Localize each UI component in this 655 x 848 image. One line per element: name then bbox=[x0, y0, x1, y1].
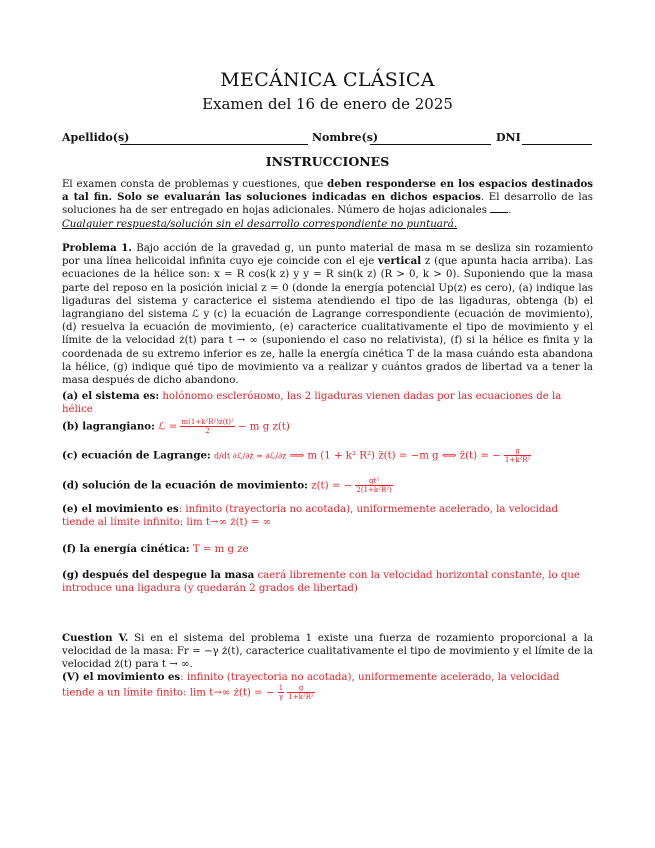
instructions-text: El examen consta de problemas y cuestiones, que deben responderse en los espacios destinados a tal fin. Solo se evaluarán las soluciones indicadas en dichos espacios. El desarrollo de las soluciones ha de ser entregado en hojas adicionales. Número de hojas adicionales . Cualquier respuesta/solución sin el desarrollo correspondiente no puntuará. bbox=[62, 178, 593, 230]
instr-p1-bold: deben responderse en los espacios destinados a tal fin. Solo se evaluarán las soluciones indicadas en dichos espacios bbox=[62, 178, 593, 204]
exam-title: MECÁNICA CLÁSICA bbox=[220, 69, 435, 91]
answer-g-text: caerá libremente con la velocidad horizontal constante, lo que introduce una ligadura (y quedarán 2 grados de libertad) bbox=[62, 570, 580, 595]
answer-g bbox=[62, 569, 593, 595]
apellidos-label: Apellido(s) bbox=[62, 131, 130, 144]
answer-f-text: T = m g ze bbox=[192, 544, 249, 555]
question5-label: Cuestion V. bbox=[62, 632, 129, 644]
answer-b-lhs: ℒ = bbox=[158, 421, 178, 433]
answer-d-num: gt² bbox=[355, 477, 392, 486]
answer-c-den: 1+k²R² bbox=[504, 456, 531, 464]
answer-v-frac2 bbox=[287, 684, 314, 701]
answer-c-frac bbox=[504, 447, 531, 464]
nombre-label: Nombre(s) bbox=[312, 131, 379, 144]
answer-e-text: : infinito (trayectoria no acotada), uniformemente acelerado, la velocidad tiende al límite infinito: lim t→∞ ż(t) = ∞ bbox=[62, 504, 558, 529]
problem1-text-b: z (que apunta hacia arriba). Las ecuaciones de la hélice son: x = R cos(k z) y y = R sin(k z) (R > 0, k > 0). Suponiendo que la masa parte del reposo en la posición inicial z = 0 (donde la energía potencial Up(z) es cero), (a) indique las ligaduras del sistema y caracterice el sistema atendiendo el tipo de las ligaduras, obtenga (b) el lagrangiano del sistema ℒ y (c) la ecuación de Lagrange correspondiente (ecuación de movimiento), (d) resuelva la ecuación de movimiento, (e) caracterice cualitativamente el tipo de movimiento y el límite de la velocidad ż(t) para t → ∞ (suponiendo el caso no relativista), (f) si la hélice es finita y la coordenada de su extremo inferior es ze, halle la energía cinética T de la masa cuándo esta abandona la hélice, (g) indique qué tipo de movimiento va a realizar y cuántos grados de libertad va a tener la masa después de dicho abandono. bbox=[62, 256, 593, 387]
answer-b-rest: − m g z(t) bbox=[238, 421, 290, 433]
answer-d-den: 2(1+k²R²) bbox=[356, 486, 392, 494]
answer-c-text: ⟹ m (1 + k² R²) z̈(t) = −m g ⟺ z̈(t) = − bbox=[289, 450, 501, 462]
question5-text bbox=[62, 632, 593, 672]
answer-v-den2: 1+k²R² bbox=[288, 693, 314, 702]
answer-a-text: holónomo escleróномо, las 2 ligaduras vienen dadas por las ecuaciones de la hélice bbox=[62, 391, 562, 416]
answer-v-num1: 1 bbox=[278, 684, 284, 693]
answer-v-text: : infinito (trayectoria no acotada), uniformemente acelerado, la velocidad tiende a un límite finito: lim t→∞ ż(t) = − bbox=[62, 672, 560, 699]
answer-d-frac bbox=[355, 477, 392, 494]
answer-c bbox=[62, 447, 593, 464]
apellidos-field[interactable] bbox=[120, 144, 308, 145]
answer-c-label: (c) ecuación de Lagrange: bbox=[62, 449, 211, 462]
nombre-field[interactable] bbox=[370, 144, 491, 145]
instr-p2: . El desarrollo de las soluciones ha de ser entregado en hojas adicionales. Número de hojas adicionales bbox=[62, 192, 593, 217]
problem1-text-a: Bajo acción de la gravedad g, un punto material de masa m se desliza sin rozamiento por una línea helicoidal infinita cuyo eje coincide con el eje bbox=[62, 243, 593, 268]
instructions-heading: INSTRUCCIONES bbox=[265, 154, 390, 169]
answer-v-frac1 bbox=[278, 684, 284, 701]
answer-d-label: (d) solución de la ecuación de movimiento: bbox=[62, 479, 308, 492]
answer-v-den1: γ bbox=[278, 693, 284, 702]
instr-p1: El examen consta de problemas y cuestiones, que bbox=[62, 179, 324, 190]
exam-subtitle: Examen del 16 de enero de 2025 bbox=[202, 95, 453, 113]
answer-b-frac bbox=[180, 418, 234, 435]
answer-v bbox=[62, 671, 593, 701]
answer-e-label: (e) el movimiento es bbox=[62, 503, 179, 515]
answer-v-num2: g bbox=[287, 684, 314, 693]
answer-f bbox=[62, 543, 593, 556]
answer-f-label: (f) la energía cinética: bbox=[62, 543, 190, 555]
answer-b-den: 2 bbox=[205, 427, 210, 435]
answer-d-text: z(t) = − bbox=[311, 480, 353, 492]
dni-label: DNI bbox=[496, 131, 521, 144]
question5-body: Si en el sistema del problema 1 existe una fuerza de rozamiento proporcional a la velocidad de la masa: Fr = −γ ż(t), caracterice cualitativamente el tipo de movimiento y el límite de la velocidad ż(t) para t → ∞. bbox=[62, 633, 593, 671]
answer-b-num: m(1+k²R²)ż(t)² bbox=[181, 418, 234, 426]
answer-c-num: g bbox=[504, 447, 531, 456]
answer-b bbox=[62, 418, 593, 435]
answer-d bbox=[62, 477, 593, 494]
problem1-label: Problema 1. bbox=[62, 242, 132, 254]
instr-p3: Cualquier respuesta/solución sin el desarrollo correspondiente no puntuará. bbox=[62, 218, 458, 230]
answer-a-label: (a) el sistema es: bbox=[62, 390, 160, 402]
answer-b-label: (b) lagrangiano: bbox=[62, 420, 155, 433]
hojas-blank[interactable] bbox=[490, 212, 508, 213]
problem1-text bbox=[62, 242, 593, 387]
dni-field[interactable] bbox=[522, 144, 592, 145]
answer-g-label: (g) después del despegue la masa bbox=[62, 569, 255, 581]
answer-v-label: (V) el movimiento es bbox=[62, 671, 181, 683]
answer-a bbox=[62, 390, 593, 416]
problem1-text-bold: vertical bbox=[378, 255, 422, 268]
answer-c-derivs: d/dt ∂ℒ/∂ż = ∂ℒ/∂z bbox=[213, 451, 287, 461]
answer-e bbox=[62, 503, 593, 529]
